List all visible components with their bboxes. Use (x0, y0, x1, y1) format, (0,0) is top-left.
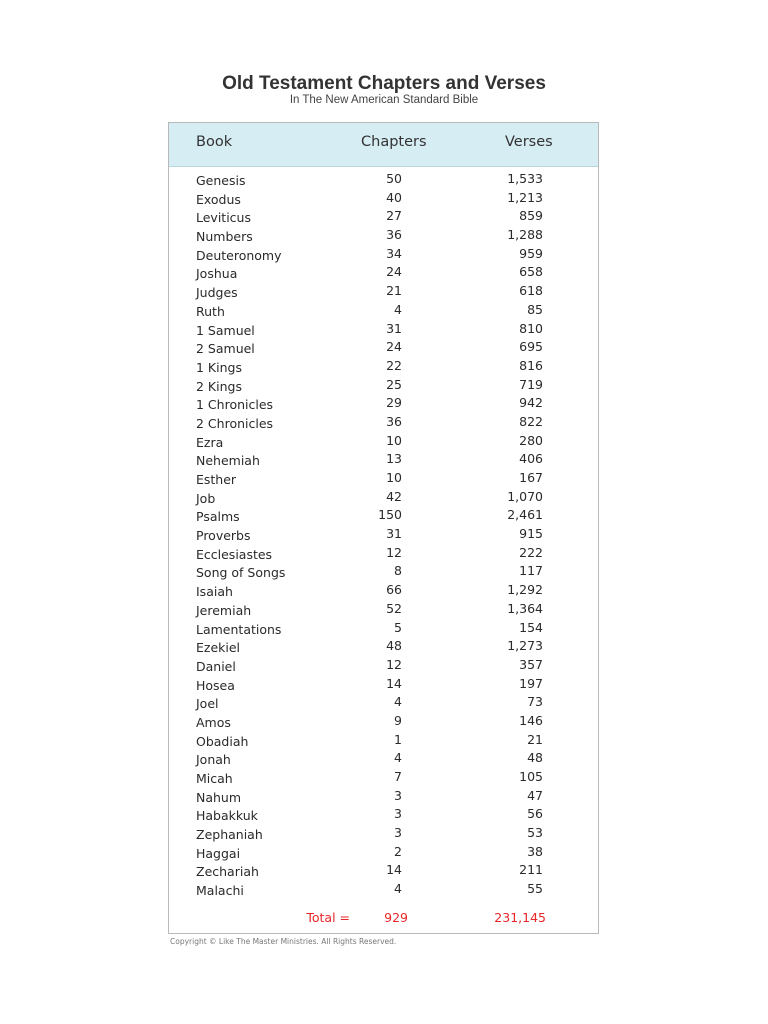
table-row (169, 507, 598, 526)
row-book: 1 Kings (196, 359, 242, 375)
table-row (169, 713, 598, 732)
table-row (169, 862, 598, 881)
chapters-verses-table (168, 122, 599, 934)
row-verses: 695 (519, 339, 543, 355)
table-row (169, 545, 598, 564)
row-verses: 48 (527, 750, 543, 766)
row-book: Genesis (196, 173, 246, 188)
row-book: Malachi (196, 883, 244, 899)
row-verses: 1,070 (507, 488, 543, 504)
row-chapters: 4 (394, 694, 402, 710)
row-verses: 211 (519, 862, 543, 878)
row-verses: 942 (519, 395, 543, 411)
table-row (169, 227, 598, 246)
table-row (169, 264, 598, 283)
page-subtitle: In The New American Standard Bible (289, 94, 479, 106)
row-verses: 53 (527, 825, 543, 841)
row-verses: 280 (519, 432, 543, 448)
row-chapters: 66 (386, 582, 402, 598)
table-row (169, 302, 598, 321)
row-chapters: 29 (386, 395, 402, 411)
row-chapters: 3 (394, 825, 402, 841)
row-chapters: 52 (386, 600, 402, 616)
row-book: Habakkuk (196, 808, 258, 824)
row-verses: 959 (519, 245, 543, 261)
table-row (169, 881, 598, 900)
header-book: Book (196, 134, 233, 150)
row-book: Joshua (196, 266, 238, 282)
table-row (169, 732, 598, 751)
total-chapters: 929 (384, 910, 408, 925)
row-book: Jeremiah (196, 602, 252, 618)
row-book: Exodus (196, 191, 241, 207)
row-verses: 1,288 (507, 227, 543, 243)
table-row (169, 844, 598, 863)
row-book: Obadiah (196, 733, 249, 749)
row-book: Numbers (196, 229, 253, 245)
row-chapters: 2 (394, 843, 402, 859)
row-book: Proverbs (196, 528, 251, 544)
table-row (169, 358, 598, 377)
table-row (169, 470, 598, 489)
row-verses: 2,461 (507, 507, 543, 523)
row-chapters: 31 (386, 320, 402, 336)
row-chapters: 12 (386, 544, 402, 560)
row-verses: 915 (519, 526, 543, 542)
row-verses: 47 (527, 787, 543, 803)
row-book: Hosea (196, 677, 235, 693)
row-chapters: 5 (394, 619, 402, 635)
row-chapters: 27 (386, 208, 402, 224)
row-book: Judges (196, 285, 238, 301)
table-row (169, 526, 598, 545)
table-row (169, 694, 598, 713)
row-book: Jonah (196, 752, 231, 768)
row-verses: 1,533 (507, 171, 543, 186)
row-chapters: 50 (386, 171, 402, 186)
row-book: 2 Chronicles (196, 415, 274, 431)
row-book: Ezekiel (196, 640, 241, 656)
table-row (169, 806, 598, 825)
row-chapters: 7 (394, 769, 402, 784)
row-verses: 618 (519, 283, 543, 299)
row-chapters: 13 (386, 451, 402, 467)
row-verses: 406 (519, 451, 543, 467)
row-chapters: 1 (394, 731, 402, 747)
row-chapters: 40 (386, 189, 402, 205)
table-row (169, 788, 598, 807)
row-book: Ruth (196, 303, 225, 319)
table-row (169, 676, 598, 695)
total-verses: 231,145 (494, 910, 546, 925)
table-row (169, 246, 598, 265)
row-chapters: 42 (386, 488, 402, 504)
row-book: Song of Songs (196, 565, 286, 581)
table-row (169, 208, 598, 227)
row-chapters: 10 (386, 432, 402, 448)
row-chapters: 4 (394, 750, 402, 766)
row-verses: 658 (519, 264, 543, 280)
row-verses: 154 (519, 619, 543, 635)
table-row (169, 321, 598, 340)
table-row (169, 582, 598, 601)
row-chapters: 25 (386, 376, 402, 392)
copyright-notice: Copyright © Like The Master Ministries. All Rights Reserved. (170, 937, 397, 946)
row-verses: 167 (519, 470, 543, 485)
row-verses: 117 (519, 563, 543, 579)
row-chapters: 4 (394, 301, 402, 317)
row-chapters: 36 (386, 413, 402, 429)
table-row (169, 563, 598, 582)
table-row (169, 171, 598, 190)
row-verses: 810 (519, 320, 543, 336)
row-verses: 859 (519, 208, 543, 224)
row-chapters: 3 (394, 806, 402, 822)
row-chapters: 48 (386, 638, 402, 654)
row-chapters: 9 (394, 712, 402, 728)
row-verses: 719 (519, 376, 543, 392)
row-book: Zephaniah (196, 827, 263, 843)
row-verses: 146 (519, 712, 543, 728)
row-verses: 1,213 (507, 189, 543, 205)
table-row (169, 638, 598, 657)
row-book: Deuteronomy (196, 247, 282, 263)
row-chapters: 34 (386, 245, 402, 261)
row-book: Ezra (196, 434, 224, 450)
total-label: Total = (306, 910, 350, 925)
row-chapters: 21 (386, 283, 402, 299)
table-row (169, 283, 598, 302)
row-book: Nehemiah (196, 453, 260, 469)
row-book: Psalms (196, 509, 240, 525)
table-row (169, 377, 598, 396)
table-row (169, 190, 598, 209)
row-chapters: 150 (378, 507, 402, 523)
table-body (169, 171, 598, 900)
row-verses: 85 (527, 301, 543, 317)
row-chapters: 8 (394, 563, 402, 579)
row-book: 1 Chronicles (196, 397, 274, 413)
row-chapters: 4 (394, 881, 402, 897)
row-chapters: 22 (386, 357, 402, 373)
row-book: Lamentations (196, 621, 282, 637)
row-verses: 1,364 (507, 600, 543, 616)
table-row (169, 769, 598, 788)
row-book: Joel (196, 696, 219, 712)
table-row (169, 620, 598, 639)
row-chapters: 24 (386, 339, 402, 355)
table-row (169, 451, 598, 470)
row-verses: 73 (527, 694, 543, 710)
table-row (169, 489, 598, 508)
row-chapters: 14 (386, 862, 402, 878)
row-chapters: 24 (386, 264, 402, 280)
row-verses: 822 (519, 413, 543, 429)
row-book: Haggai (196, 845, 241, 861)
row-chapters: 10 (386, 470, 402, 485)
row-book: 2 Samuel (196, 341, 255, 357)
row-book: 1 Samuel (196, 322, 255, 338)
row-book: Amos (196, 714, 231, 730)
row-verses: 222 (519, 544, 543, 560)
row-book: Micah (196, 771, 233, 786)
table-row (169, 657, 598, 676)
row-book: Job (196, 490, 216, 506)
row-verses: 1,292 (507, 582, 543, 598)
row-verses: 38 (527, 843, 543, 859)
row-verses: 55 (527, 881, 543, 897)
row-verses: 56 (527, 806, 543, 822)
row-verses: 105 (519, 769, 543, 784)
table-row (169, 601, 598, 620)
header-chapters: Chapters (361, 134, 427, 150)
table-row (169, 339, 598, 358)
row-book: Ecclesiastes (196, 546, 273, 562)
header-verses: Verses (505, 134, 553, 150)
table-row (169, 825, 598, 844)
row-book: Daniel (196, 658, 236, 674)
row-chapters: 12 (386, 656, 402, 672)
row-chapters: 31 (386, 526, 402, 542)
row-book: 2 Kings (196, 378, 242, 394)
row-book: Isaiah (196, 584, 233, 600)
row-chapters: 14 (386, 675, 402, 691)
table-row (169, 414, 598, 433)
page-title: Old Testament Chapters and Verses (222, 73, 546, 94)
row-verses: 197 (519, 675, 543, 691)
row-verses: 1,273 (507, 638, 543, 654)
row-chapters: 36 (386, 227, 402, 243)
row-book: Leviticus (196, 210, 251, 226)
table-header (169, 123, 598, 167)
total-row (169, 910, 598, 928)
row-chapters: 3 (394, 787, 402, 803)
row-verses: 21 (527, 731, 543, 747)
table-row (169, 433, 598, 452)
row-book: Nahum (196, 789, 242, 805)
table-row (169, 395, 598, 414)
table-row (169, 750, 598, 769)
row-verses: 357 (519, 656, 543, 672)
row-book: Esther (196, 472, 237, 487)
row-verses: 816 (519, 357, 543, 373)
row-book: Zechariah (196, 864, 259, 880)
